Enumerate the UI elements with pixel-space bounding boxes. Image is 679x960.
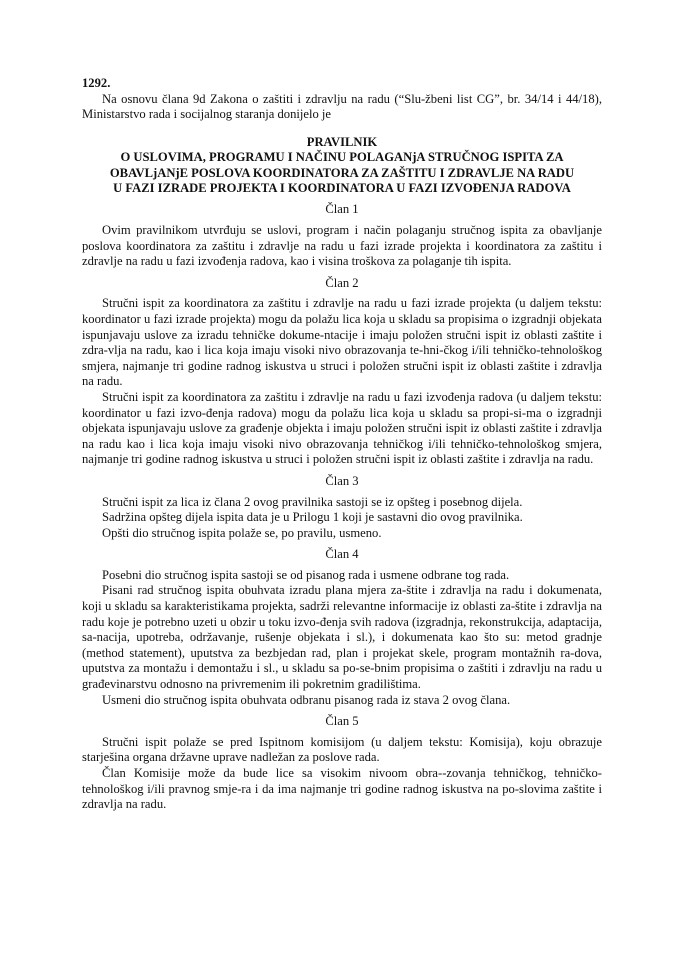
article-3-paragraph-2: Sadržina opšteg dijela ispita data je u Prilogu 1 koji je sastavni dio ovog pravilnika. [102, 510, 523, 525]
article-3-paragraph-3: Opšti dio stručnog ispita polaže se, po pravilu, usmeno. [102, 525, 382, 540]
document-number: 1292. [82, 76, 111, 90]
article-4-paragraph-2: Pisani rad stručnog ispita obuhvata izradu plana mjera za-štite i zdravlja na radu i dokumenata, koji u skladu sa karakteristikama projekta, sadrži relevantne informacije iz oblasti za-štite i zdravlja na radu koje je potrebno uzeti u obzir u toku izvo-đenja svih radova (izgradnja, rekonstrukcija, adaptacija, sa-nacija, upotreba, održavanje, rušenje objekata i sl.), i dokumenata kao što su: metod gradnje (method statement), uputstva za bezbjedan rad, plan i projekat skele, program montažnih ra-dova, uputstva za montažu i demontažu i sl., u skladu sa po-se-bnim propisima o zaštiti i zdravlju na radu u građevinarstvu odnosno na privremenim ili pokretnim gradilištima. [82, 583, 602, 692]
article-5-heading: Član 5 [325, 714, 359, 729]
article-4-paragraph-3: Usmeni dio stručnog ispita obuhvata odbranu pisanog rada iz stava 2 ovog člana. [102, 692, 511, 707]
article-5-paragraph-2: Član Komisije može da bude lice sa visokim nivoom obra--zovanja tehničkog, tehničko-tehnološkog i/ili pravnog smje-ra i da ima najmanje tri godine radnog iskustva na po-slovima zaštite i zdravlja na radu. [82, 766, 602, 812]
article-4-paragraph-1: Posebni dio stručnog ispita sastoji se od pisanog rada i usmene odbrane tog rada. [102, 567, 510, 582]
intro-paragraph: Na osnovu člana 9d Zakona o zaštiti i zdravlju na radu (“Slu-žbeni list CG”, br. 34/14 i 44/18), Ministarstvo rada i socijalnog staranja donijelo je [82, 91, 602, 122]
title-line-2: O USLOVIMA, PROGRAMU I NAČINU POLAGANjA STRUČNOG ISPITA ZA [120, 150, 564, 165]
article-3-paragraph-1: Stručni ispit za lica iz člana 2 ovog pravilnika sastoji se iz opšteg i posebnog dijela. [102, 494, 523, 509]
article-2-paragraph-2: Stručni ispit za koordinatora za zaštitu i zdravlje na radu u fazi izvođenja radova (u daljem tekstu: koordinator u fazi izvo-đenja radova) mogu da polažu lica koja u skladu sa propi-si-ma o izgradnji objekata ispunjavaju uslove za građenje objekta i imaju položen stručni ispit iz oblasti zaštite i zdravlja na radu kao i lica koja imaju visoki nivo obrazovanja tehničkog i/ili tehničko-tehnološkog smjera, najmanje tri godine radnog iskustva u struci i položen stručni ispit iz oblasti zaštite i zdravlja na radu. [82, 389, 602, 467]
article-1-paragraph-1: Ovim pravilnikom utvrđuju se uslovi, program i način polaganju stručnog ispita za obavljanje poslova koordinatora za zaštitu i zdravlje na radu u fazi izrade projekta i koordinatora za zaštitu i zdravlje na radu u fazi izvođenja radova, kao i visina troškova za polaganje tih ispita. [82, 223, 602, 269]
article-2-paragraph-1: Stručni ispit za koordinatora za zaštitu i zdravlje na radu u fazi izrade projekta (u daljem tekstu: koordinator u fazi izrade projekta) mogu da polažu lica koja u skladu sa propisima o izgradnji objekata ispunjavaju uslove za izradu tehničke dokume-ntacije i imaju položen stručni ispit iz oblasti zaštite i zdra-vlja na radu, kao i lica koja imaju visoki nivo obrazovanja te-hni-čkog i/ili tehničko-tehnološkog smjera, najmanje tri godine radnog iskustva u struci i položen stručni ispit iz oblasti zaštite i zdravlja na radu. [82, 296, 602, 389]
title-line-4: U FAZI IZRADE PROJEKTA I KOORDINATORA U FAZI IZVOĐENJA RADOVA [113, 181, 571, 195]
document-page [82, 76, 602, 813]
title-line-1: PRAVILNIK [306, 134, 378, 149]
article-3-heading: Član 3 [325, 473, 359, 488]
article-4-heading: Član 4 [325, 547, 359, 562]
article-2-heading: Član 2 [325, 275, 359, 290]
article-5-paragraph-1: Stručni ispit polaže se pred Ispitnom komisijom (u daljem tekstu: Komisija), koju obrazuje starješina organa državne uprave nadležan za poslove rada. [82, 734, 602, 765]
title-line-3: OBAVLjANjE POSLOVA KOORDINATORA ZA ZAŠTITU I ZDRAVLJE NA RADU [109, 165, 575, 180]
article-1-heading: Član 1 [325, 202, 359, 217]
